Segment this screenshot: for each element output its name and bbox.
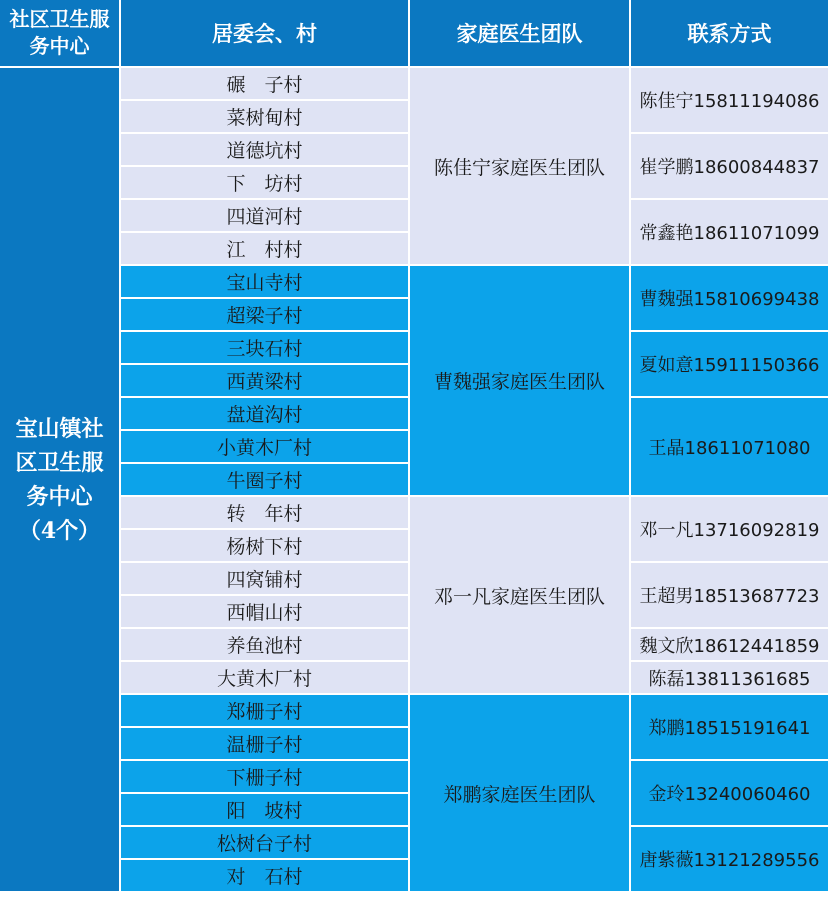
team-cell: 陈佳宁家庭医生团队 [410, 68, 631, 266]
village-cell: 杨树下村 [121, 530, 410, 563]
contact-cell: 曹魏强15810699438 [631, 266, 830, 332]
contact-cell: 常鑫艳18611071099 [631, 200, 830, 266]
contact-cell: 崔学鹏18600844837 [631, 134, 830, 200]
village-cell: 大黄木厂村 [121, 662, 410, 695]
contact-cell: 郑鹏18515191641 [631, 695, 830, 761]
village-cell: 下 坊村 [121, 167, 410, 200]
village-cell: 宝山寺村 [121, 266, 410, 299]
contact-cell: 金玲13240060460 [631, 761, 830, 827]
village-cell: 小黄木厂村 [121, 431, 410, 464]
village-cell: 松树台子村 [121, 827, 410, 860]
team-cell: 邓一凡家庭医生团队 [410, 497, 631, 695]
village-cell: 菜树甸村 [121, 101, 410, 134]
contact-cell: 夏如意15911150366 [631, 332, 830, 398]
village-cell: 西帽山村 [121, 596, 410, 629]
village-cell: 对 石村 [121, 860, 410, 893]
contact-cell: 王晶18611071080 [631, 398, 830, 497]
contact-cell: 魏文欣18612441859 [631, 629, 830, 662]
village-cell: 郑栅子村 [121, 695, 410, 728]
team-cell: 曹魏强家庭医生团队 [410, 266, 631, 497]
header-contact: 联系方式 [631, 0, 830, 68]
village-cell: 三块石村 [121, 332, 410, 365]
village-cell: 道德坑村 [121, 134, 410, 167]
contact-cell: 唐紫薇13121289556 [631, 827, 830, 893]
village-cell: 温栅子村 [121, 728, 410, 761]
village-cell: 西黄梁村 [121, 365, 410, 398]
village-cell: 阳 坡村 [121, 794, 410, 827]
village-cell: 盘道沟村 [121, 398, 410, 431]
village-cell: 下栅子村 [121, 761, 410, 794]
village-cell: 江 村村 [121, 233, 410, 266]
village-cell: 四窝铺村 [121, 563, 410, 596]
header-village: 居委会、村 [121, 0, 410, 68]
contact-cell: 陈磊13811361685 [631, 662, 830, 695]
contact-cell: 王超男18513687723 [631, 563, 830, 629]
village-cell: 碾 子村 [121, 68, 410, 101]
village-cell: 超梁子村 [121, 299, 410, 332]
village-cell: 养鱼池村 [121, 629, 410, 662]
team-cell: 郑鹏家庭医生团队 [410, 695, 631, 893]
village-cell: 牛圈子村 [121, 464, 410, 497]
center-name: 宝山镇社区卫生服务中心（4个） [0, 68, 121, 893]
village-cell: 四道河村 [121, 200, 410, 233]
contact-cell: 邓一凡13716092819 [631, 497, 830, 563]
village-cell: 转 年村 [121, 497, 410, 530]
header-team: 家庭医生团队 [410, 0, 631, 68]
contact-cell: 陈佳宁15811194086 [631, 68, 830, 134]
header-center: 社区卫生服务中心 [0, 0, 121, 68]
